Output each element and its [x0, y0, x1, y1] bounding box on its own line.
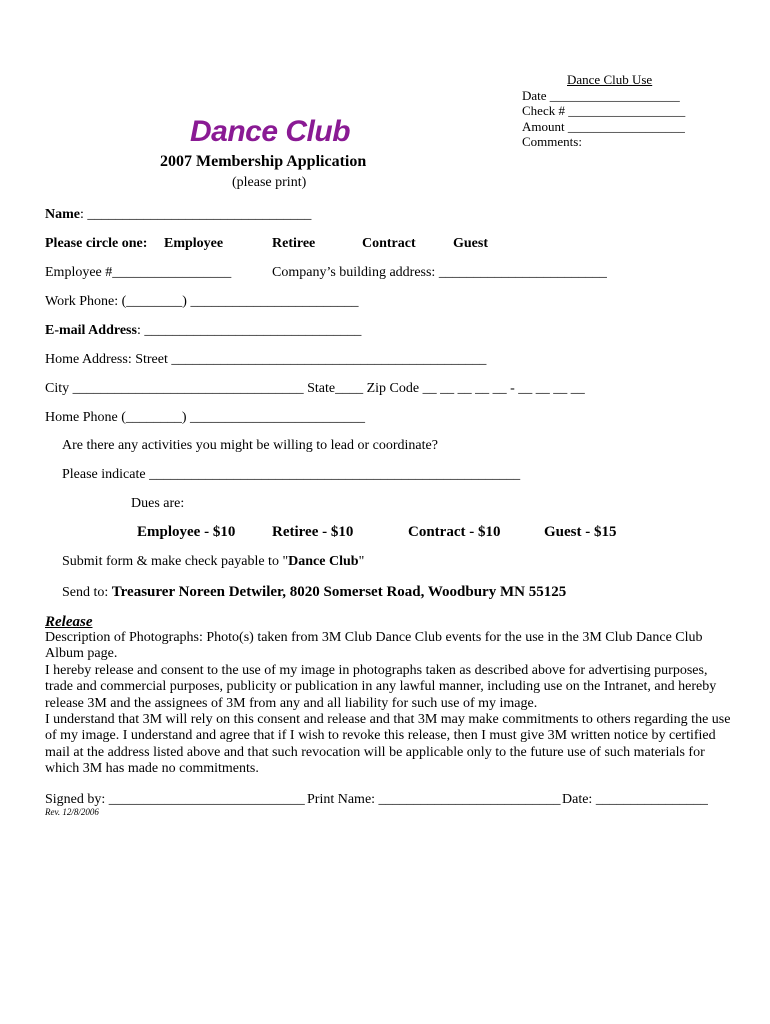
release-paragraph: Description of Photographs: Photo(s) taken from 3M Club Dance Club events for the use in the 3M Club Dance Club Album page.	[45, 630, 703, 662]
company-address-field[interactable]: Company’s building address: ________________________	[272, 265, 607, 280]
send-to-label: Send to:	[62, 585, 109, 600]
submit-prefix: Submit form & make check payable to "	[62, 554, 289, 569]
release-body	[45, 630, 735, 778]
office-use-amount: Amount __________________	[522, 119, 685, 134]
payee-name: Dance Club	[288, 554, 359, 569]
employee-number-field[interactable]: Employee #_________________	[45, 265, 232, 280]
release-title: Release	[45, 614, 93, 630]
email-field[interactable]	[45, 323, 361, 339]
option-employee[interactable]: Employee	[164, 236, 224, 251]
signature-date-field[interactable]: Date: ________________	[562, 792, 708, 807]
submit-instructions	[62, 554, 364, 570]
send-to-line	[62, 584, 566, 601]
option-guest[interactable]: Guest	[453, 236, 488, 251]
dues-employee: Employee - $10	[137, 524, 236, 540]
release-paragraph: I hereby release and consent to the use of my image in photographs taken as described above for advertising purposes, trade and commercial purposes, publicity or publication in any lawful manner, including use on the Intranet, and hereby release 3M and the assignees of 3M from any and all liability for such use of my image.	[45, 662, 717, 711]
work-phone-field[interactable]: Work Phone: (________) ________________________	[45, 294, 359, 309]
dues-label: Dues are:	[131, 496, 185, 511]
city-state-zip-field[interactable]: City _________________________________ State____ Zip Code __ __ __ __ __ - __ __ __ __	[45, 381, 585, 396]
office-use-title: Dance Club Use	[567, 72, 653, 87]
please-indicate-field[interactable]: Please indicate _____________________________________________________	[62, 467, 521, 482]
office-use-comments: Comments:	[522, 134, 582, 149]
release-paragraph: I understand that 3M will rely on this consent and release and that 3M may make commitments to others regarding the use of my image. I understand and agree that if I wish to revoke this release, then I must give 3M written notice by certified mail at the address listed above and that such revocation will be applicable only to the future use of such materials for which 3M has made no commitments.	[45, 712, 731, 777]
submit-suffix: "	[358, 554, 365, 569]
send-to-address: Treasurer Noreen Detwiler, 8020 Somerset Road, Woodbury MN 55125	[111, 584, 567, 600]
print-name-field[interactable]: Print Name: __________________________	[307, 792, 561, 807]
revision-note: Rev. 12/8/2006	[45, 807, 99, 817]
home-phone-field[interactable]: Home Phone (________) _________________________	[45, 410, 366, 425]
dues-retiree: Retiree - $10	[272, 524, 354, 540]
name-field[interactable]	[45, 207, 311, 223]
home-address-field[interactable]: Home Address: Street _____________________________________________	[45, 352, 487, 367]
page-subtitle: (please print)	[232, 175, 307, 190]
name-label: Name	[45, 207, 80, 222]
dance-club-logo: Dance Club	[190, 115, 351, 148]
email-blank: : _______________________________	[136, 323, 362, 338]
option-contract[interactable]: Contract	[362, 236, 416, 251]
dues-contract: Contract - $10	[408, 524, 501, 540]
name-blank: : ________________________________	[80, 207, 312, 222]
signed-by-field[interactable]: Signed by: ____________________________	[45, 792, 305, 807]
dues-guest: Guest - $15	[544, 524, 617, 540]
page-title: 2007 Membership Application	[160, 153, 367, 170]
office-use-date: Date ____________________	[522, 88, 680, 103]
email-label: E-mail Address	[45, 323, 137, 338]
activities-question: Are there any activities you might be willing to lead or coordinate?	[62, 438, 438, 453]
office-use-check: Check # __________________	[522, 103, 686, 118]
option-retiree[interactable]: Retiree	[272, 236, 316, 251]
circle-one-label: Please circle one:	[45, 236, 148, 251]
